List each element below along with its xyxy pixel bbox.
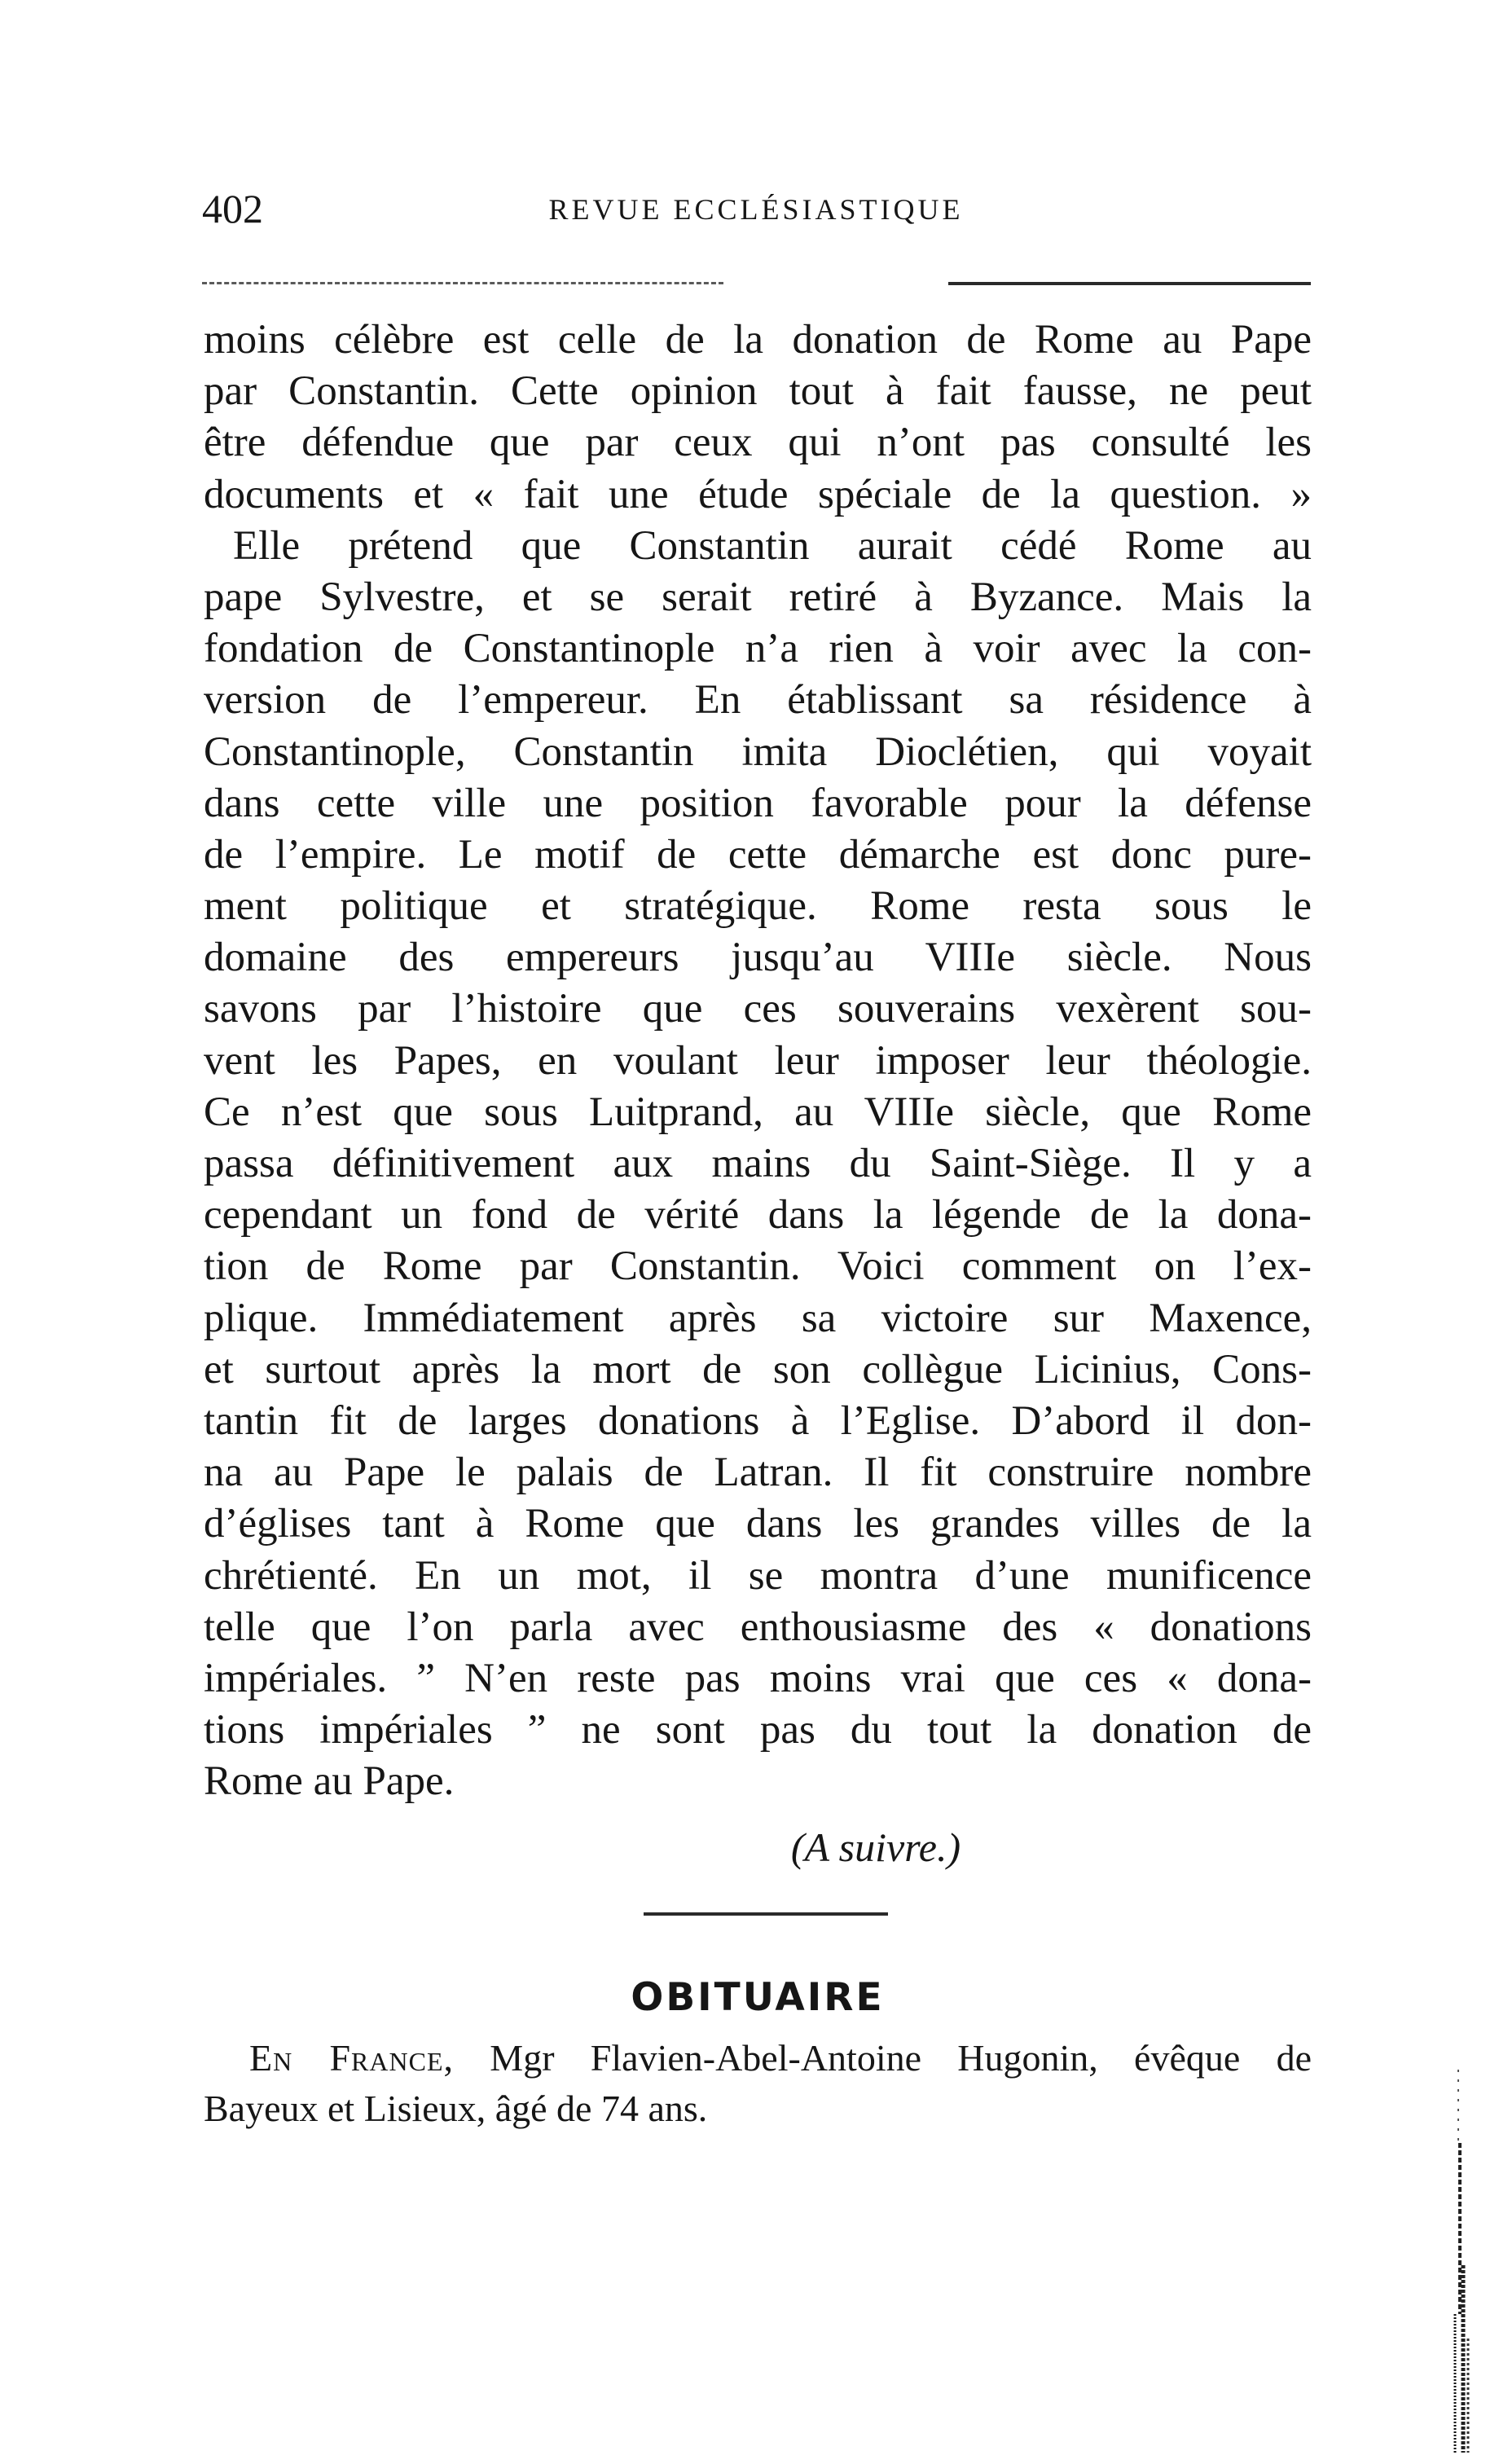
scan-edge-artifact <box>1452 2070 1473 2453</box>
text-line: na au Pape le palais de Latran. Il fit construire nombre <box>204 1450 1312 1496</box>
text-line: dans cette ville une position favorable pour la défense <box>204 780 1312 826</box>
text-line: et surtout après la mort de son collègue Licinius, Cons- <box>204 1346 1312 1393</box>
header-rule-left <box>202 282 723 284</box>
text-line: ment politique et stratégique. Rome resta sous le <box>204 883 1312 930</box>
text-line: d’églises tant à Rome que dans les grandes villes de la <box>204 1501 1312 1547</box>
text-line: par Constantin. Cette opinion tout à fait fausse, ne peut <box>204 368 1312 415</box>
text-line: pape Sylvestre, et se serait retiré à Byzance. Mais la <box>204 574 1312 620</box>
to-be-continued: (A suivre.) <box>790 1824 961 1870</box>
obituary-line <box>204 2033 1312 2083</box>
text-line: domaine des empereurs jusqu’au VIIIe siècle. Nous <box>204 935 1312 981</box>
text-line: passa définitivement aux mains du Saint-Siège. Il y a <box>204 1141 1312 1186</box>
text-line: chrétienté. En un mot, il se montra d’une munificence <box>204 1552 1312 1599</box>
text-line: de l’empire. Le motif de cette démarche est donc pure- <box>204 831 1312 878</box>
text-line: tantin fit de larges donations à l’Eglise. D’abord il don- <box>204 1397 1312 1444</box>
section-divider <box>644 1912 888 1916</box>
text-line: Elle prétend que Constantin aurait cédé Rome au <box>233 522 1312 569</box>
text-line: être défendue que par ceux qui n’ont pas consulté les <box>204 420 1312 466</box>
text-line: Ce n’est que sous Luitprand, au VIIIe siècle, que Rome <box>204 1089 1312 1135</box>
header-rule-right <box>948 282 1311 285</box>
text-line: documents et « fait une étude spéciale de la question. » <box>204 471 1312 517</box>
obituary-lead: En France, <box>249 2037 455 2079</box>
page-number: 402 <box>202 186 263 231</box>
obituary-entry <box>204 2033 1312 2134</box>
text-line: cependant un fond de vérité dans la légende de la dona- <box>204 1192 1312 1239</box>
text-line: version de l’empereur. En établissant sa résidence à <box>204 677 1312 724</box>
article-body <box>204 315 1312 1807</box>
section-title: OBITUAIRE <box>631 1975 885 2020</box>
text-line: moins célèbre est celle de la donation de Rome au Pape <box>204 317 1312 363</box>
text-line: Constantinople, Constantin imita Dioclétien, qui voyait <box>204 728 1312 775</box>
text-line: tions impériales ” ne sont pas du tout la donation de <box>204 1707 1312 1753</box>
text-line: tion de Rome par Constantin. Voici comment on l’ex- <box>204 1243 1312 1290</box>
page-header <box>202 184 1310 233</box>
text-line: plique. Immédiatement après sa victoire sur Maxence, <box>204 1295 1312 1341</box>
text-line: vent les Papes, en voulant leur imposer leur théologie. <box>204 1037 1312 1084</box>
text-line: savons par l’histoire que ces souverains vexèrent sou- <box>204 986 1312 1032</box>
text-line: impériales. ” N’en reste pas moins vrai que ces « dona- <box>204 1655 1312 1701</box>
obituary-text: Mgr Flavien-Abel-Antoine Hugonin, évêque de <box>490 2037 1312 2079</box>
obituary-line: Bayeux et Lisieux, âgé de 74 ans. <box>204 2088 708 2129</box>
text-line: telle que l’on parla avec enthousiasme des « donations <box>204 1604 1312 1650</box>
text-line: fondation de Constantinople n’a rien à voir avec la con- <box>204 626 1312 672</box>
running-title: REVUE ECCLÉSIASTIQUE <box>548 193 964 226</box>
text-line: Rome au Pape. <box>204 1758 455 1805</box>
